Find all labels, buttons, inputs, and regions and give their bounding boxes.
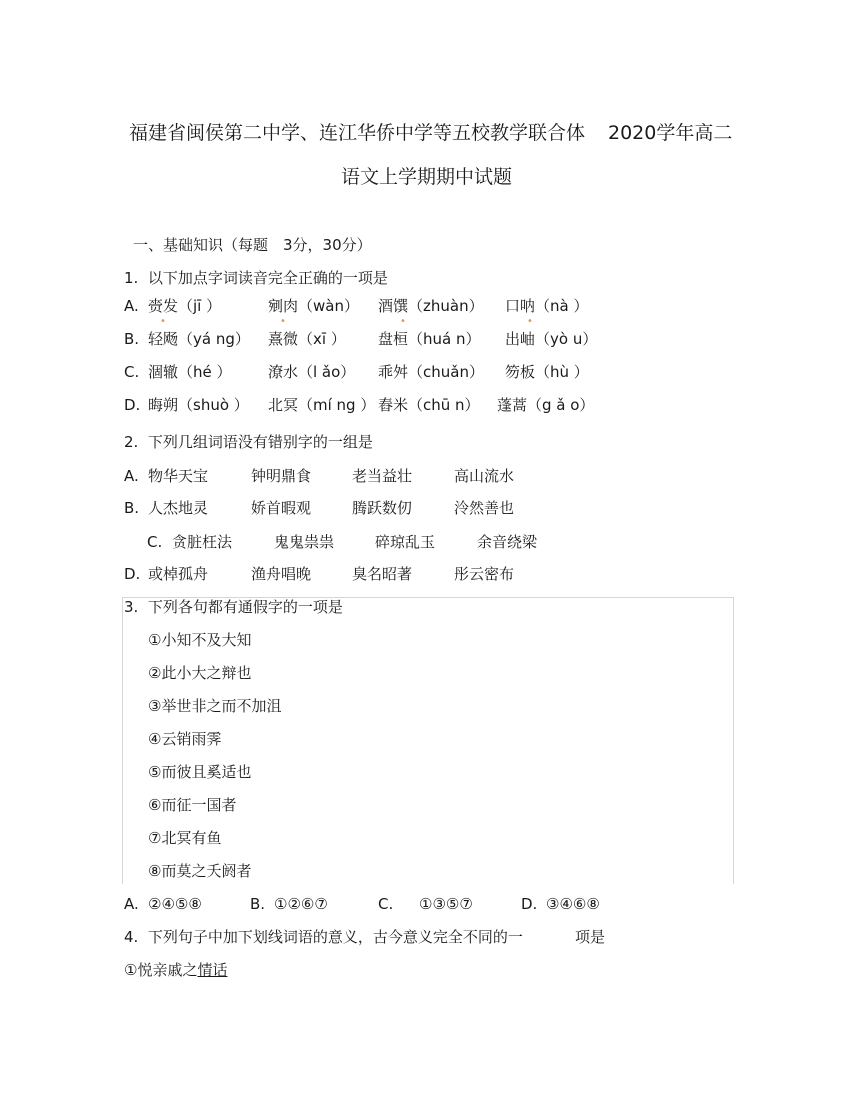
title-line1-left: 福建省闽侯第二中学、连江华侨中学等五校教学联合体 [129,122,586,144]
q3-option-d-label: D. [521,895,538,913]
q3-sentence-1: ①小知不及大知 [148,631,252,649]
q1-option-b-item2: 熹微（xī ） [268,330,346,348]
q2-option-c-label: C. [147,533,163,551]
q2-option-a-item2: 钟明鼎食 [251,467,312,485]
q1-option-c-item3: 乖舛（chuǎn） [378,363,484,381]
q2-option-b-label: B. [124,499,140,517]
emphasis-dot: • [400,316,406,327]
q1-option-b-item4: 出岫（yò u） [505,330,598,348]
q3-option-b-text: ①②⑥⑦ [274,895,328,913]
q1-option-d-label: D. [124,396,141,414]
emphasis-dot: • [527,316,533,327]
q3-sentence-6: ⑥而征一国者 [148,796,237,814]
q1-option-c-item4: 笏板（hù ） [505,363,589,381]
q3-option-a-text: ②④⑤⑧ [148,895,202,913]
q2-option-d-item2: 渔舟唱晚 [251,565,312,583]
q2-option-c-item3: 碎琼乱玉 [375,533,436,551]
q4-stem-part2: 项是 [575,928,606,946]
q4-item-1-prefix: ①悦亲戚之 [124,961,198,979]
q1-option-d-item3: 舂米（chū n） [378,396,480,414]
q2-option-d-label: D. [124,565,141,583]
emphasis-dot: • [160,316,166,327]
q3-sentence-7: ⑦北冥有鱼 [148,829,222,847]
q2-option-a-item4: 高山流水 [454,467,515,485]
q2-option-b-item4: 泠然善也 [454,499,515,517]
q2-option-d-item3: 臭名昭著 [352,565,413,583]
q2-stem: 2. 下列几组词语没有错别字的一组是 [124,433,373,451]
q1-stem: 1. 以下加点字词读音完全正确的一项是 [124,269,388,287]
q4-item-1 [124,960,227,980]
q2-option-d-item1: 或棹孤舟 [148,565,209,583]
q2-option-b-item2: 娇首暇观 [251,499,312,517]
q1-option-d-item1: 晦朔（shuò ） [148,396,249,414]
q3-stem: 3. 下列各句都有通假字的一项是 [124,598,343,616]
q1-option-c-label: C. [124,363,140,381]
q3-sentence-3: ③举世非之而不加沮 [148,697,282,715]
q1-option-a-item3: 酒馔（zhuàn） [378,297,484,315]
q4-item-1-underlined: 情话 [197,961,228,979]
q1-option-a-item4: 口呐（nà ） [505,297,589,315]
q1-option-b-item3: 盘桓（huá n） [378,330,481,348]
q1-option-c-item1: 涸辙（hé ） [148,363,232,381]
q4-stem-part1: 4. 下列句子中加下划线词语的意义，古今意义完全不同的一 [124,928,523,946]
section-heading: 一、基础知识（每题 3分，30分） [133,236,372,254]
q1-option-b-item1: 轻飏（yá ng） [148,330,250,348]
q3-option-a-label: A. [124,895,139,913]
q2-option-c-item1: 贪脏枉法 [172,533,233,551]
emphasis-dot: • [280,316,286,327]
q3-option-c-text: ①③⑤⑦ [419,895,473,913]
q1-option-a-item1: 赍发（jī ） [148,297,222,315]
q3-sentence-5: ⑤而彼且奚适也 [148,763,252,781]
q3-sentence-8: ⑧而莫之夭阏者 [148,862,252,880]
q1-option-c-item2: 潦水（l ǎo） [268,363,356,381]
q1-option-a-item2: 剜肉（wàn） [268,297,359,315]
q2-option-d-item4: 彤云密布 [454,565,515,583]
q1-option-b-label: B. [124,330,140,348]
q3-sentence-2: ②此小大之辩也 [148,664,252,682]
title-line1-right: 2020学年高二 [608,122,733,144]
q3-option-d-text: ③④⑥⑧ [546,895,600,913]
q2-option-c-item2: 鬼鬼祟祟 [274,533,335,551]
q3-option-c-label: C. [378,895,394,913]
q2-option-b-item3: 腾跃数仞 [352,499,413,517]
q1-option-d-item2: 北冥（mí ng ） [268,396,376,414]
q2-option-a-label: A. [124,467,139,485]
q2-option-c-item4: 余音绕梁 [477,533,538,551]
q3-sentence-4: ④云销雨霁 [148,730,222,748]
q2-option-a-item1: 物华天宝 [148,467,209,485]
q1-option-a-label: A. [124,297,139,315]
title-line2: 语文上学期期中试题 [341,166,513,188]
q2-option-a-item3: 老当益壮 [352,467,413,485]
q2-option-b-item1: 人杰地灵 [148,499,209,517]
q1-option-d-item4: 蓬蒿（g ǎ o） [497,396,595,414]
q3-option-b-label: B. [250,895,266,913]
